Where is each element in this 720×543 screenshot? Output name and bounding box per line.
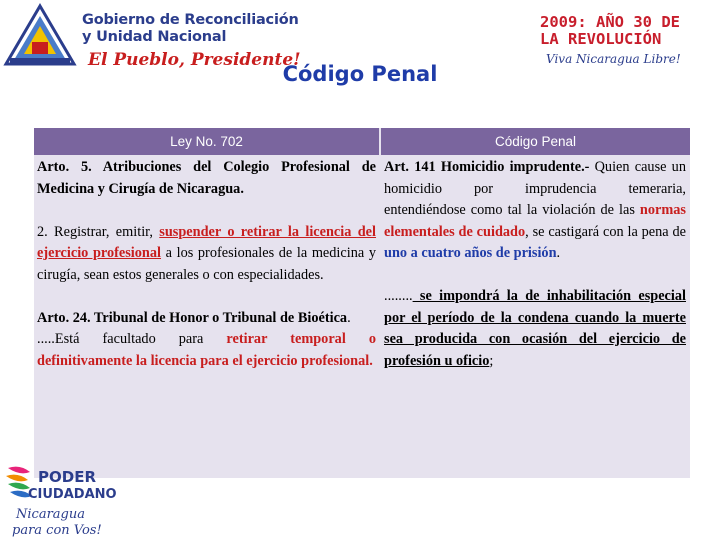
gobierno-name-line2: y Unidad Nacional — [82, 29, 227, 45]
arto-5-item-2: 2. Registrar, emitir, suspender o retirar la licencia del ejercicio profesional a los profesionales de la medicina y cirugía, sean estos generales o con especialidades. — [37, 223, 377, 283]
revolucion-line1: 2009: AÑO 30 DE — [540, 13, 680, 31]
page-title: Código Penal — [282, 62, 438, 86]
arto-24: Arto. 24. Tribunal de Honor o Tribunal de Bioética. .....Está facultado para retirar temporal o definitivamente la licencia para el ejercicio profesional. — [37, 309, 376, 369]
table-header-ley: Ley No. 702 — [34, 128, 379, 155]
logo-slogan-line2: para con Vos! — [12, 523, 102, 538]
art-141-paragraph: Art. 141 Homicidio imprudente.- Quien cause un homicidio por imprudencia temeraria, entendiéndose como tal la violación de las normas elementales de cuidado, se castigará con la pena de uno a cuatro años de prisión. — [384, 159, 686, 261]
table-cell-codigo — [384, 157, 686, 478]
suspender-retirar-text: suspender o retirar la licencia del ejercicio profesional — [37, 223, 377, 261]
gobierno-logo-icon — [2, 2, 78, 68]
poder-ciudadano-icon — [2, 462, 132, 538]
logo-slogan-line1: Nicaragua — [16, 507, 85, 522]
arto-24-title: Arto. 24. Tribunal de Honor o Tribunal de Bioética — [37, 309, 348, 326]
poder-ciudadano-logo — [2, 462, 132, 538]
inhabilitacion-text: se impondrá la de inhabilitación especial por el período de la condena cuando la muerte sea producida con ocasión del ejercicio de profesión u oficio — [384, 288, 686, 369]
gobierno-slogan: El Pueblo, Presidente! — [88, 50, 301, 70]
revolucion-slogan: Viva Nicaragua Libre! — [546, 52, 681, 66]
revolucion-line2: LA REVOLUCIÓN — [540, 30, 662, 48]
gobierno-name-line1: Gobierno de Reconciliación — [82, 12, 299, 28]
inhabilitacion-paragraph: ........ se impondrá la de inhabilitación especial por el período de la condena cuando la muerte sea producida con ocasión del ejercicio de profesión u oficio; — [384, 288, 686, 369]
comparison-table — [34, 128, 690, 478]
revolucion-header — [540, 14, 710, 66]
logo-ciudadano-text: CIUDADANO — [28, 487, 117, 502]
normas-text: normas elementales de cuidado — [384, 202, 686, 240]
arto-5-title: Arto. 5. Atribuciones del Colegio Profesional de Medicina y Cirugía de Nicaragua. — [37, 159, 376, 197]
logo-poder-text: PODER — [38, 468, 96, 486]
table-cell-ley — [37, 157, 376, 478]
pena-text: uno a cuatro años de prisión — [384, 245, 557, 261]
art-141-title: Art. 141 Homicidio imprudente.- — [384, 159, 590, 175]
table-header-codigo: Código Penal — [381, 128, 690, 155]
retirar-temporal-text: retirar temporal o definitivamente la licencia para el ejercicio profesional. — [37, 331, 376, 369]
